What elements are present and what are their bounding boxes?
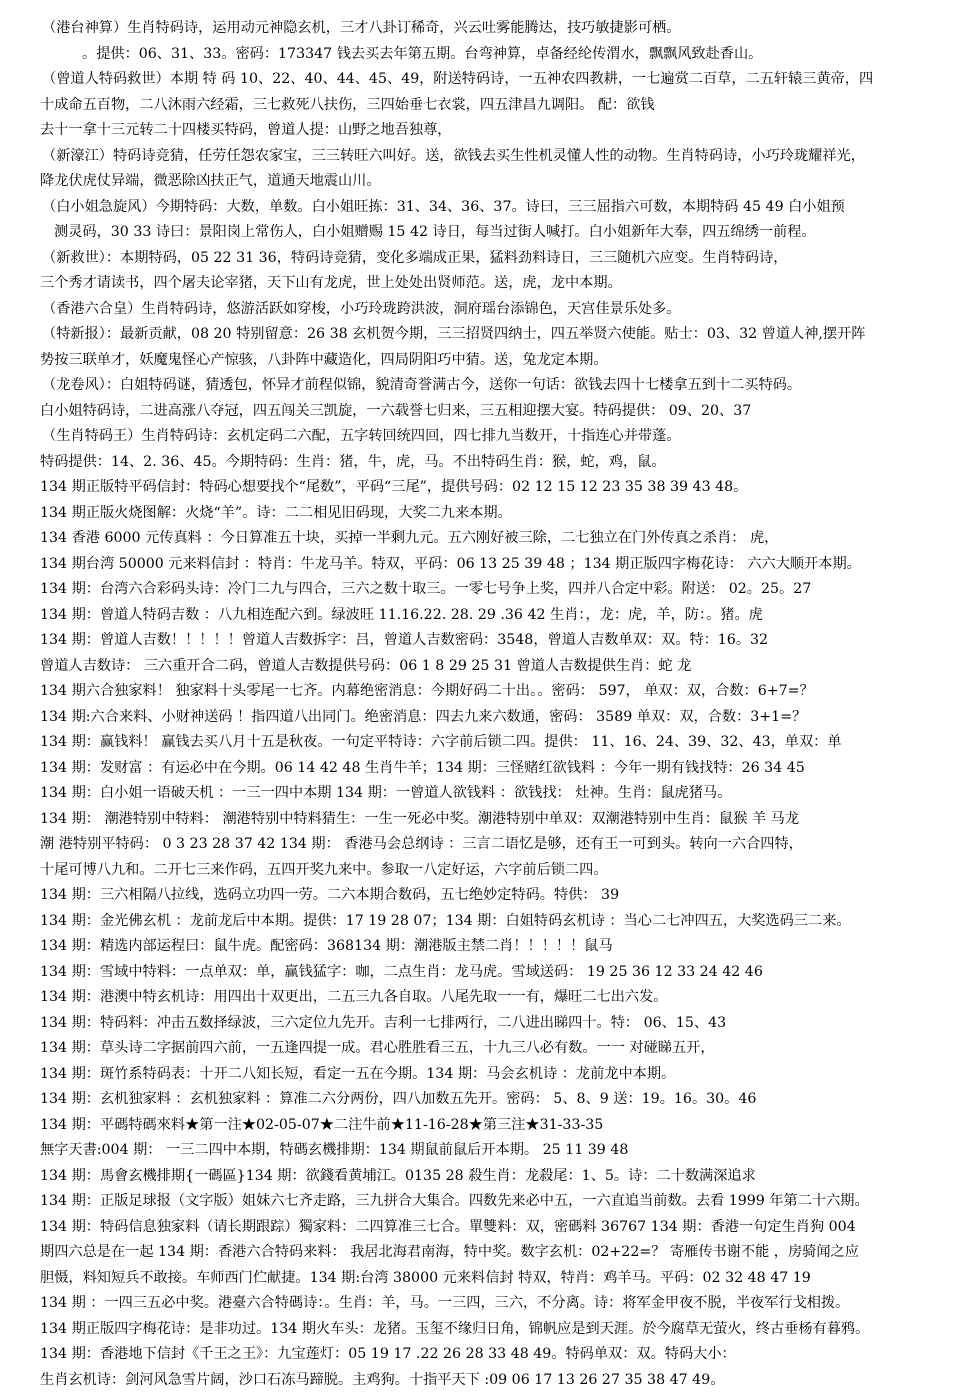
text-line: 134 期：精选内部运程曰：鼠牛虎。配密码：368134 期：潮港版主禁二肖！！！！！鼠马 xyxy=(40,934,941,960)
text-line: 特码提供：14、2. 36、45。今期特码：生肖：猪，牛，虎，马。不出特码生肖：猴，蛇，鸡，鼠。 xyxy=(40,450,941,476)
text-line: 134 期：金光佛玄机 ：龙前龙后中本期。提供：17 19 28 07；134 期：白姐特码玄机诗 ：当心二七冲四五，大奖选码三二来。 xyxy=(40,909,941,935)
text-line: 134 期正版火烧图解：火烧“羊”。诗：二二相见旧码现，大奖二九来本期。 xyxy=(40,501,941,527)
text-line: 134 期：平碼特碼來料★第一注★02-05-07★二注牛前★11-16-28★第三注★31-33-35 xyxy=(40,1113,941,1139)
text-line: 134 期：玄机独家料 ：玄机独家料 ：算准二六分两份，四八加数五先开。密码： 5、8、9 送：19。16。30。46 xyxy=(40,1087,941,1113)
text-line: 134 期：曾道人吉数！！！！！曾道人吉数拆字：吕，曾道人吉数密码：3548，曾道人吉数单双：双。特：16。32 xyxy=(40,628,941,654)
text-line: 134 期：港澳中特玄机诗：用四出十双更出，二五三九各自取。八尾先取一一有，爆旺二七出六发。 xyxy=(40,985,941,1011)
text-line: 去十一拿十三元转二十四楼买特码，曾道人提：山野之地吾独尊， xyxy=(40,118,941,144)
text-line: 134 期：草头诗二字据前四六前，一五逢四提一成。君心胜胜看三五，十九三八必有数。一一 对碰睇五开， xyxy=(40,1036,941,1062)
text-line: 势按三联单才，妖魔鬼怪心产惊骇，八卦阵中藏造化，四局阴阳巧中猜。送，兔龙定本期。 xyxy=(40,348,941,374)
text-line: 134 期正版特平码信封：特码心想要找个“尾数”，平码“三尾”，提供号码：02 12 15 12 23 35 38 39 43 48。 xyxy=(40,475,941,501)
text-line: 134 期： 潮港特别中特料： 潮港特别中特料猜生：一生一死必中奖。潮港特别中单双：双潮港特别中生肖：鼠猴 羊 马龙 xyxy=(40,807,941,833)
text-line: 134 期：曾道人特码吉数 ：八九相连配六到。绿波旺 11.16.22. 28. 29 .36 42 生肖：，龙：虎，羊，防：。猪。虎 xyxy=(40,603,941,629)
text-line: 134 期正版四字梅花诗：是非功过。134 期火车头：龙猪。玉玺不缘归日角，锦帆应是到天涯。於今腐草无萤火，终古垂杨有暮鸦。 xyxy=(40,1317,941,1343)
text-line: 三个秀才请读书，四个屠夫论宰猪，天下山有龙虎，世上处处出贤师范。送，虎，龙中本期。 xyxy=(40,271,941,297)
text-line: （香港六合皇）生肖特码诗，悠游活跃如穿梭，小巧玲珑跨洪波，洞府瑶台添锦色，天宫佳景乐处多。 xyxy=(40,297,941,323)
text-line: 潮 港特别平特码： 0 3 23 28 37 42 134 期： 香港马会总纲诗 ：三言二语忆是够，还有王一可到头。转向一六合四特， xyxy=(40,832,941,858)
text-line: 134 期：三六相隔八拉线，选码立功四一劳。二六本期合数码，五七绝妙定特码。特供： 39 xyxy=(40,883,941,909)
text-line: （特新报）：最新贡献，08 20 特别留意：26 38 玄机贺今期，三三招贤四纳士，四五举贤六使能。贴士：03、32 曾道人神,摆开阵 xyxy=(40,322,941,348)
text-line: 無字天書:004 期： 一三二四中本期，特碼玄機排期：134 期鼠前鼠后开本期。 25 11 39 48 xyxy=(40,1138,941,1164)
text-line: 134 期：白小姐一语破天机 ：一三一四中本期 134 期：一曾道人欲钱料 ：欲钱找： 灶神。生肖：鼠虎猪马。 xyxy=(40,781,941,807)
text-line: 134 期：赢钱料！ 赢钱去买八月十五是秋夜。一句定平特诗：六字前后锁二四。提供： 11、16、24、39、32、43，单双：单 xyxy=(40,730,941,756)
text-line: （生肖特码王）生肖特码诗：玄机定码二六配，五字转回统四回，四七排九当数开，十指连心并带蓬。 xyxy=(40,424,941,450)
text-line: 胆慑，料知短兵不敢接。车师西门伫献捷。134 期:台湾 38000 元来料信封 特双，特肖：鸡羊马。平码：02 32 48 47 19 xyxy=(40,1266,941,1292)
text-line: （曾道人特码救世）本期 特 码 10、22、40、44、45、49，附送特码诗，一五神农四教耕，一七遍赏二百草，二五轩辕三黄帝，四 xyxy=(40,67,941,93)
text-line: （龙卷风）：白姐特码谜，猜透包，怀异才前程似锦，貌清奇誉满古今，送你一句话：欲钱去四十七楼拿五到十二买特码。 xyxy=(40,373,941,399)
text-line: 生肖玄机诗：剑河风急雪片阔，沙口石冻马蹄脱。主鸡狗。十指平天下 :09 06 17 13 26 27 35 38 47 49。 xyxy=(40,1368,941,1393)
text-line: 曾道人吉数诗： 三六重开合二码，曾道人吉数提供号码：06 1 8 29 25 31 曾道人吉数提供生肖：蛇 龙 xyxy=(40,654,941,680)
text-line: 134 期：雪域中特料：一点单双：单，赢钱猛字：咖，二点生肖：龙马虎。雪域送码： 19 25 36 12 33 24 42 46 xyxy=(40,960,941,986)
text-line: 134 期：馬會玄機排期{一碼區}134 期：欲錢看黄埔江。0135 28 殺生肖：龙殺尾：1、5。诗：二十数满深追求 xyxy=(40,1164,941,1190)
text-line: （新濠江）特码诗竞猜，任劳任怨农家宝，三三转旺六叫好。送，欲钱去买生性机灵懂人性的动物。生肖特码诗，小巧玲珑耀祥光， xyxy=(40,144,941,170)
text-line: 134 期 ：一四三五必中奖。港臺六合特碼诗：。生肖：羊，马。一三四，三六，不分离。诗：将军金甲夜不脱，半夜军行戈相拨。 xyxy=(40,1291,941,1317)
text-line: （新救世）：本期特码，05 22 31 36，特码诗竞猜，变化多端成正果，猛料劲料诗日，三三随机六应变。生肖特码诗， xyxy=(40,246,941,272)
text-line: 134 期：斑竹系特码表：十开二八知长短，看定一五在今期。134 期：马会玄机诗 ：龙前龙中本期。 xyxy=(40,1062,941,1088)
text-line: 134 期：台湾六合彩码头诗：冷门二九与四合，三六之数十取三。一零七号争上奖，四并八合定中彩。附送： 02。25。27 xyxy=(40,577,941,603)
text-line: 134 期台湾 50000 元来料信封 ：特肖：牛龙马羊。特双，平码：06 13 25 39 48 ；134 期正版四字梅花诗： 六六大顺开本期。 xyxy=(40,552,941,578)
text-line: 134 期：发财富 ：有运必中在今期。06 14 42 48 生肖牛羊；134 期：三怪赌红欲钱料 ：今年一期有钱找特：26 34 45 xyxy=(40,756,941,782)
text-line: 。提供：06、31、33。密码：173347 钱去买去年第五期。台弯神算，卓备经纶传渭水，飘飘风致赴香山。 xyxy=(40,42,941,68)
text-line: 白小姐特码诗，二进高涨八夺冠，四五闯关三凯旋，一六载誉七归来，三五相迎摆大宴。特码提供： 09、20、37 xyxy=(40,399,941,425)
text-line: 降龙伏虎仗异端，微恶除凶扶正气，道通天地震山川。 xyxy=(40,169,941,195)
text-line: 134 期：正版足球报（文字版）姐妹六七齐走路，三九拼合大集合。四数先来必中五，一六直追当前数。去看 1999 年第二十六期。 xyxy=(40,1189,941,1215)
text-line: （白小姐急旋风）今期特码：大数，单数。白小姐旺拣：31、34、36、37。诗曰，三三屈指六可数，本期特码 45 49 白小姐预 xyxy=(40,195,941,221)
text-line: 134 期：香港地下信封《千王之王》：九宝莲灯：05 19 17 .22 26 28 33 48 49。特码单双：双。特码大小： xyxy=(40,1342,941,1368)
text-line: 十成命五百物，二八沐雨六经霜，三七救死八扶伤，三四始垂七衣裳，四五津昌九调阳。 配：欲钱 xyxy=(40,93,941,119)
text-line: （港台神算）生肖特码诗，运用动元神隐玄机，三才八卦订稀奇，兴云吐雾能腾达，技巧敏捷影可栖。 xyxy=(40,16,941,42)
text-line: 测灵码，30 33 诗曰：景阳岗上常伤人，白小姐赠赐 15 42 诗日，每当过街人喊打。白小姐新年大奉，四五绵绣一前程。 xyxy=(40,220,941,246)
text-line: 期四六总是在一起 134 期：香港六合特码来料： 我居北海君南海，特中奖。数字玄机：02+22=？ 寄雁传书谢不能 ，房骑闻之应 xyxy=(40,1240,941,1266)
text-line: 134 香港 6000 元传真料 ：今日算准五十块，买掉一半剩九元。五六刚好被三除，二七独立在门外传真之杀肖： 虎， xyxy=(40,526,941,552)
text-line: 134 期六合独家料！ 独家料十头零尾一七齐。内幕绝密消息：今期好码二十出。。密码： 597， 单双：双，合数：6+7=？ xyxy=(40,679,941,705)
text-line: 十尾可博八九和。二开七三来作码，五四开奖九来中。参取一八定好运，六字前后锁二四。 xyxy=(40,858,941,884)
text-line: 134 期：特码料：冲击五数择绿波，三六定位九先开。吉利一七排两行，二八进出睇四十。特： 06、15、43 xyxy=(40,1011,941,1037)
text-line: 134 期:六合来料、小财神送码 ！指四道八出同门。绝密消息：四去九来六数通，密码： 3589 单双：双，合数：3+1=？ xyxy=(40,705,941,731)
text-line: 134 期：特码信息独家料（请长期跟踪）獨家料：二四算准三七合。單雙料：双，密碼料 36767 134 期：香港一句定生肖狗 004 xyxy=(40,1215,941,1241)
